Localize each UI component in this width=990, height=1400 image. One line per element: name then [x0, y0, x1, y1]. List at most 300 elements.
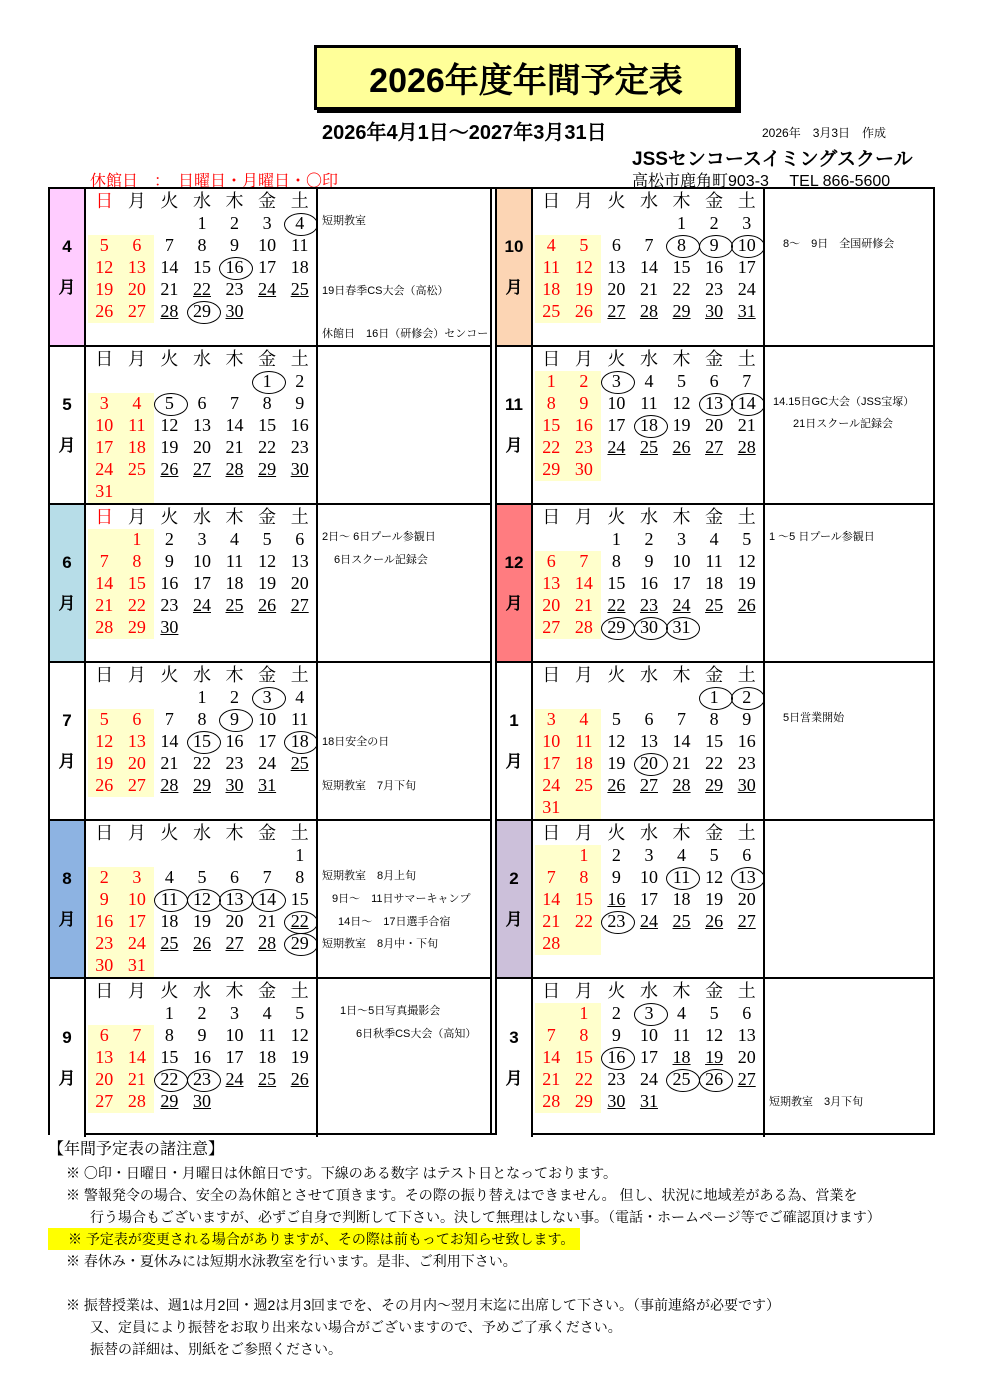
month-number: 8	[62, 869, 72, 888]
weekday-header: 火	[160, 507, 179, 527]
calendar-day: 31	[639, 1091, 658, 1111]
calendar-day: 3	[132, 867, 142, 887]
calendar-day: 20	[95, 1069, 114, 1089]
month-calendar	[88, 979, 318, 1137]
calendar-day: 10	[639, 1025, 658, 1045]
calendar-day: 5	[99, 235, 109, 255]
calendar-day: 28	[574, 617, 593, 637]
calendar-day: 20	[633, 752, 666, 774]
calendar-day: 30	[225, 301, 244, 321]
calendar-day: 23	[639, 595, 658, 615]
calendar-day: 23	[600, 910, 633, 932]
calendar-day: 22	[192, 753, 211, 773]
calendar-day: 25	[665, 1068, 698, 1090]
calendar-day: 16	[737, 731, 756, 751]
note-line: 又、定員により振替をお取り出来ない場合がございますので、予めご了承ください。	[90, 1319, 622, 1335]
calendar-day: 1	[546, 371, 556, 391]
month-notes	[767, 821, 933, 977]
calendar-day: 4	[709, 529, 719, 549]
calendar-day: 27	[127, 301, 146, 321]
calendar-day: 29	[574, 1091, 593, 1111]
calendar-day: 6	[197, 393, 207, 413]
calendar-day: 12	[290, 1025, 309, 1045]
calendar-day: 4	[546, 235, 556, 255]
calendar-day: 7	[579, 551, 589, 571]
calendar-day: 18	[672, 1047, 691, 1067]
calendar-day: 13	[192, 415, 211, 435]
calendar-day: 6	[230, 867, 240, 887]
weekday-header: 日	[542, 823, 561, 843]
calendar-day: 11	[705, 551, 723, 571]
calendar-day: 14	[730, 392, 763, 414]
calendar-day: 20	[737, 889, 756, 909]
month-unit: 月	[505, 278, 523, 297]
weekday-header: 日	[542, 981, 561, 1001]
calendar-day: 15	[672, 257, 691, 277]
calendar-day: 1	[698, 686, 731, 708]
calendar-day: 1	[611, 529, 621, 549]
month-block	[50, 821, 490, 979]
calendar-day: 27	[290, 595, 309, 615]
weekday-header: 月	[127, 191, 146, 211]
calendar-day: 26	[258, 595, 277, 615]
calendar-day: 18	[705, 573, 724, 593]
weekday-header: 金	[705, 191, 724, 211]
calendar-day: 18	[542, 279, 561, 299]
calendar-day: 9	[644, 551, 654, 571]
weekday-header: 日	[542, 665, 561, 685]
calendar-day: 3	[99, 393, 109, 413]
calendar-day: 6	[132, 235, 142, 255]
calendar-day: 26	[192, 933, 211, 953]
calendar-day: 8	[579, 867, 589, 887]
weekday-header: 月	[127, 823, 146, 843]
event-note: 8～ 9日 全国研修会	[783, 238, 895, 250]
calendar-day: 26	[672, 437, 691, 457]
annual-calendar-grid	[48, 187, 935, 1135]
calendar-day: 20	[737, 1047, 756, 1067]
calendar-day: 27	[737, 911, 756, 931]
calendar-day: 19	[95, 753, 114, 773]
calendar-day: 25	[705, 595, 724, 615]
calendar-day: 28	[258, 933, 277, 953]
calendar-day: 16	[574, 415, 593, 435]
calendar-day: 1	[251, 370, 284, 392]
calendar-day: 8	[197, 709, 207, 729]
calendar-day: 11	[672, 1025, 691, 1045]
calendar-day: 22	[607, 595, 626, 615]
calendar-day: 4	[164, 867, 174, 887]
calendar-day: 21	[737, 415, 756, 435]
calendar-day: 7	[132, 1025, 142, 1045]
event-note: 休館日 16日（研修会）センコー	[322, 328, 489, 340]
month-label	[497, 663, 533, 819]
calendar-day: 29	[600, 616, 633, 638]
calendar-day: 23	[225, 279, 244, 299]
weekday-header: 土	[290, 191, 309, 211]
calendar-day: 5	[295, 1003, 305, 1023]
weekday-header: 土	[737, 349, 756, 369]
calendar-day: 17	[639, 889, 658, 909]
weekday-header: 土	[737, 823, 756, 843]
calendar-day: 4	[644, 371, 654, 391]
calendar-day: 8	[262, 393, 272, 413]
weekday-header: 金	[705, 507, 724, 527]
calendar-day: 28	[225, 459, 244, 479]
calendar-day: 15	[705, 731, 724, 751]
calendar-day: 3	[546, 709, 556, 729]
calendar-day: 16	[705, 257, 724, 277]
calendar-day: 26	[705, 911, 724, 931]
calendar-day: 17	[737, 257, 756, 277]
calendar-day: 6	[295, 529, 305, 549]
calendar-day: 31	[258, 775, 277, 795]
month-unit: 月	[58, 436, 76, 455]
month-notes	[320, 505, 490, 661]
calendar-day: 10	[95, 415, 114, 435]
weekday-header: 木	[225, 349, 244, 369]
month-calendar	[535, 821, 765, 977]
weekday-header: 木	[225, 823, 244, 843]
weekday-header: 火	[607, 823, 626, 843]
calendar-day: 2	[164, 529, 174, 549]
calendar-day: 19	[192, 911, 211, 931]
calendar-day: 6	[132, 709, 142, 729]
calendar-day: 26	[95, 775, 114, 795]
month-block	[50, 505, 490, 663]
weekday-header: 日	[95, 981, 114, 1001]
calendar-day: 28	[542, 933, 561, 953]
calendar-day: 9	[611, 867, 621, 887]
month-block	[50, 347, 490, 505]
calendar-day: 11	[575, 731, 593, 751]
calendar-day: 9	[197, 1025, 207, 1045]
calendar-day: 21	[127, 1069, 146, 1089]
calendar-day: 31	[542, 797, 561, 817]
calendar-day: 25	[258, 1069, 277, 1089]
calendar-day: 27	[127, 775, 146, 795]
calendar-day: 7	[742, 371, 752, 391]
calendar-day: 1	[132, 529, 142, 549]
calendar-day: 10	[258, 235, 277, 255]
weekday-header: 日	[542, 349, 561, 369]
month-label	[497, 979, 533, 1137]
note-line: ※ 警報発令の場合、安全の為休館とさせて頂きます。その際の振り替えはできません。 但し、状況に地域差がある為、営業を	[66, 1187, 858, 1203]
calendar-day: 5	[742, 529, 752, 549]
calendar-day: 3	[262, 213, 272, 233]
calendar-day: 15	[607, 573, 626, 593]
weekday-header: 土	[290, 981, 309, 1001]
calendar-day: 16	[600, 1046, 633, 1068]
weekday-header: 木	[225, 191, 244, 211]
calendar-day: 12	[186, 888, 219, 910]
month-notes	[767, 979, 933, 1137]
weekday-header: 水	[192, 191, 211, 211]
calendar-day: 11	[291, 709, 309, 729]
month-block	[50, 979, 490, 1137]
calendar-day: 25	[542, 301, 561, 321]
calendar-day: 9	[579, 393, 589, 413]
calendar-day: 1	[197, 687, 207, 707]
calendar-day: 19	[705, 1047, 724, 1067]
notes-heading: 【年間予定表の諸注意】	[48, 1141, 225, 1158]
calendar-day: 29	[283, 932, 316, 954]
calendar-day: 15	[290, 889, 309, 909]
calendar-day: 10	[730, 234, 763, 256]
school-name: JSSセンコースイミングスクール	[632, 149, 913, 170]
weekday-header: 月	[574, 191, 593, 211]
calendar-day: 31	[737, 301, 756, 321]
calendar-day: 17	[95, 437, 114, 457]
calendar-day: 22	[153, 1068, 186, 1090]
month-notes	[767, 189, 933, 345]
calendar-day: 22	[127, 595, 146, 615]
calendar-day: 17	[258, 257, 277, 277]
weekday-header: 金	[258, 981, 277, 1001]
calendar-day: 12	[672, 393, 691, 413]
month-block	[50, 663, 490, 821]
month-number: 11	[505, 395, 523, 414]
calendar-day: 19	[290, 1047, 309, 1067]
calendar-day: 9	[742, 709, 752, 729]
calendar-day: 12	[705, 1025, 724, 1045]
calendar-day: 23	[186, 1068, 219, 1090]
month-label	[497, 505, 533, 661]
calendar-day: 2	[230, 687, 240, 707]
calendar-day: 8	[579, 1025, 589, 1045]
calendar-day: 20	[607, 279, 626, 299]
weekday-header: 日	[95, 507, 114, 527]
calendar-day: 16	[95, 911, 114, 931]
calendar-day: 8	[132, 551, 142, 571]
calendar-day: 19	[574, 279, 593, 299]
calendar-day: 13	[607, 257, 626, 277]
calendar-day: 22	[574, 911, 593, 931]
month-calendar	[535, 663, 765, 819]
month-unit: 月	[58, 1069, 76, 1088]
calendar-day: 29	[705, 775, 724, 795]
calendar-day: 30	[737, 775, 756, 795]
weekday-header: 木	[672, 981, 691, 1001]
calendar-day: 12	[258, 551, 277, 571]
month-number: 3	[509, 1028, 519, 1047]
calendar-day: 12	[705, 867, 724, 887]
calendar-day: 13	[542, 573, 561, 593]
event-note: 6日スクール記録会	[334, 554, 428, 566]
calendar-day: 8	[709, 709, 719, 729]
calendar-day: 27	[542, 617, 561, 637]
calendar-day: 4	[132, 393, 142, 413]
calendar-day: 24	[258, 753, 277, 773]
calendar-day: 29	[258, 459, 277, 479]
page-title: 2026年度年間予定表	[314, 45, 738, 110]
calendar-day: 19	[672, 415, 691, 435]
month-number: 1	[509, 711, 519, 730]
calendar-day: 9	[99, 889, 109, 909]
calendar-day: 7	[644, 235, 654, 255]
calendar-day: 16	[639, 573, 658, 593]
calendar-day: 24	[225, 1069, 244, 1089]
calendar-day: 9	[230, 235, 240, 255]
calendar-day: 18	[160, 911, 179, 931]
calendar-day: 4	[295, 687, 305, 707]
weekday-header: 木	[672, 665, 691, 685]
month-unit: 月	[505, 594, 523, 613]
calendar-day: 6	[709, 371, 719, 391]
month-unit: 月	[58, 278, 76, 297]
weekday-header: 金	[705, 981, 724, 1001]
calendar-day: 8	[164, 1025, 174, 1045]
calendar-day: 23	[574, 437, 593, 457]
month-block	[497, 505, 933, 663]
calendar-day: 21	[160, 753, 179, 773]
calendar-day: 10	[225, 1025, 244, 1045]
calendar-day: 5	[611, 709, 621, 729]
schedule-period: 2026年4月1日～2027年3月31日	[322, 122, 607, 144]
calendar-day: 1	[164, 1003, 174, 1023]
month-label	[50, 663, 86, 819]
weekday-header: 月	[574, 507, 593, 527]
calendar-day: 21	[258, 911, 277, 931]
calendar-day: 5	[99, 709, 109, 729]
calendar-day: 16	[192, 1047, 211, 1067]
calendar-day: 15	[574, 889, 593, 909]
calendar-day: 3	[230, 1003, 240, 1023]
calendar-day: 30	[290, 459, 309, 479]
calendar-day: 22	[192, 279, 211, 299]
calendar-day: 25	[160, 933, 179, 953]
closed-days-legend: 休館日 ： 日曜日・月曜日・〇印	[90, 173, 339, 190]
note-line: ※ 〇印・日曜日・月曜日は休館日です。下線のある数字 はテスト日となっております。	[66, 1165, 617, 1181]
calendar-day: 17	[607, 415, 626, 435]
calendar-day: 16	[218, 256, 251, 278]
calendar-day: 23	[290, 437, 309, 457]
calendar-day: 17	[672, 573, 691, 593]
month-notes	[767, 505, 933, 661]
calendar-day: 3	[197, 529, 207, 549]
calendar-day: 5	[709, 845, 719, 865]
calendar-day: 27	[225, 933, 244, 953]
calendar-day: 13	[290, 551, 309, 571]
calendar-day: 2	[579, 371, 589, 391]
weekday-header: 月	[127, 349, 146, 369]
calendar-day: 15	[127, 573, 146, 593]
month-calendar	[88, 505, 318, 661]
calendar-day: 17	[127, 911, 146, 931]
calendar-day: 5	[262, 529, 272, 549]
month-number: 2	[509, 869, 519, 888]
month-block	[497, 821, 933, 979]
calendar-day: 4	[677, 845, 687, 865]
calendar-day: 21	[95, 595, 114, 615]
month-label	[50, 821, 86, 977]
calendar-day: 27	[705, 437, 724, 457]
school-address: 高松市鹿角町903-3 TEL 866-5600	[632, 173, 891, 190]
calendar-day: 14	[160, 257, 179, 277]
weekday-header: 日	[95, 665, 114, 685]
calendar-day: 21	[225, 437, 244, 457]
calendar-day: 9	[218, 708, 251, 730]
calendar-day: 3	[633, 1002, 666, 1024]
calendar-day: 10	[639, 867, 658, 887]
weekday-header: 水	[192, 349, 211, 369]
calendar-day: 30	[95, 955, 114, 975]
calendar-day: 6	[99, 1025, 109, 1045]
calendar-day: 26	[574, 301, 593, 321]
weekday-header: 月	[574, 981, 593, 1001]
calendar-day: 24	[737, 279, 756, 299]
calendar-day: 14	[574, 573, 593, 593]
calendar-day: 17	[192, 573, 211, 593]
month-unit: 月	[58, 594, 76, 613]
month-notes	[320, 821, 490, 977]
calendar-day: 23	[737, 753, 756, 773]
calendar-day: 10	[127, 889, 146, 909]
month-calendar	[88, 189, 318, 345]
calendar-day: 31	[127, 955, 146, 975]
weekday-header: 水	[192, 823, 211, 843]
created-date: 2026年 3月3日 作成	[762, 126, 887, 140]
calendar-day: 19	[737, 573, 756, 593]
calendar-day: 7	[677, 709, 687, 729]
weekday-header: 火	[607, 665, 626, 685]
calendar-day: 25	[672, 911, 691, 931]
calendar-day: 11	[153, 888, 186, 910]
calendar-day: 2	[644, 529, 654, 549]
calendar-day: 12	[95, 257, 114, 277]
weekday-header: 水	[192, 507, 211, 527]
event-note: 9日～ 11日サマーキャンプ	[332, 893, 471, 905]
calendar-day: 28	[127, 1091, 146, 1111]
calendar-day: 15	[160, 1047, 179, 1067]
calendar-day: 18	[283, 730, 316, 752]
calendar-day: 7	[546, 1025, 556, 1045]
calendar-day: 26	[737, 595, 756, 615]
calendar-day: 24	[672, 595, 691, 615]
calendar-day: 18	[574, 753, 593, 773]
calendar-day: 15	[574, 1047, 593, 1067]
month-number: 7	[62, 711, 72, 730]
event-note: 18日安全の日	[322, 736, 390, 748]
month-block	[497, 347, 933, 505]
weekday-header: 水	[639, 349, 658, 369]
weekday-header: 水	[192, 981, 211, 1001]
weekday-header: 土	[290, 823, 309, 843]
weekday-header: 木	[225, 507, 244, 527]
calendar-day: 10	[607, 393, 626, 413]
month-label	[50, 505, 86, 661]
calendar-day: 28	[737, 437, 756, 457]
month-notes	[320, 189, 490, 345]
calendar-day: 17	[258, 731, 277, 751]
calendar-day: 11	[258, 1025, 276, 1045]
calendar-day: 11	[225, 551, 244, 571]
calendar-day: 20	[192, 437, 211, 457]
calendar-day: 17	[225, 1047, 244, 1067]
weekday-header: 月	[574, 349, 593, 369]
calendar-column-right	[496, 189, 933, 1133]
calendar-day: 18	[258, 1047, 277, 1067]
weekday-header: 水	[639, 191, 658, 211]
calendar-day: 16	[160, 573, 179, 593]
calendar-day: 31	[665, 616, 698, 638]
calendar-day: 14	[160, 731, 179, 751]
calendar-day: 14	[542, 889, 561, 909]
calendar-day: 7	[230, 393, 240, 413]
calendar-day: 18	[633, 414, 666, 436]
weekday-header: 火	[160, 665, 179, 685]
weekday-header: 月	[574, 823, 593, 843]
